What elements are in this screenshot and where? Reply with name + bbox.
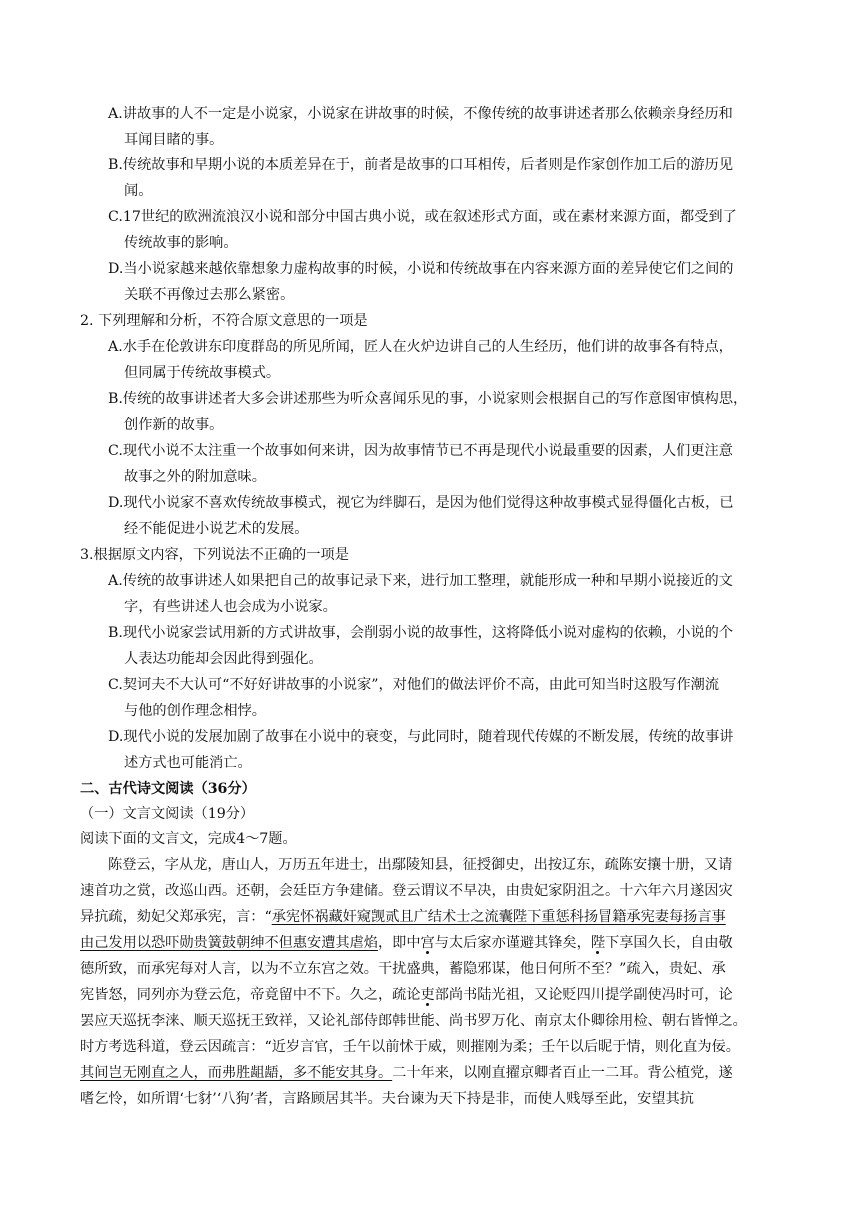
passage-line-3 <box>80 905 726 931</box>
passage-line-4 <box>80 931 733 957</box>
passage-text: 二十年来，以刚直擢京卿者百止一二耳。背公植党，遂 <box>392 1065 733 1081</box>
passage-line-10: 嗜乞怜，如所谓‘七豺’‘八狗’者，言路顾居其半。夫台谏为天下持是非，而使人贱辱至此，安望其抗 <box>80 1091 694 1107</box>
q3-option-d-cont: 述方式也可能消亡。 <box>124 755 252 771</box>
q2-option-d: D.现代小说家不喜欢传统故事模式，视它为绊脚石，是因为他们觉得这种故事模式显得僵化古板，已 <box>108 495 734 511</box>
q3-option-a-cont: 字，有些讲述人也会成为小说家。 <box>124 599 337 615</box>
q1-option-c-cont: 传统故事的影响。 <box>124 235 238 251</box>
q1-option-c: C.17世纪的欧洲流浪汉小说和部分中国古典小说，或在叙述形式方面，或在素材来源方面，都受到了 <box>108 209 737 225</box>
q2-option-d-cont: 经不能促进小说艺术的发展。 <box>124 521 309 537</box>
question-2-stem: 2. 下列理解和分析，不符合原文意思的一项是 <box>80 313 368 329</box>
q3-option-b: B.现代小说家尝试用新的方式讲故事，会削弱小说的故事性，这将降低小说对虚构的依赖，小说的个 <box>108 625 734 641</box>
emphasis-dot-char: 宫 <box>420 935 435 951</box>
section-2-title: 二、古代诗文阅读（36分） <box>80 781 256 797</box>
q3-option-c: C.契诃夫不大认可“不好好讲故事的小说家”，对他们的做法评价不高，由此可知当时这股写作潮流 <box>108 677 720 693</box>
underlined-sentence: 其间岂无刚直之人，而弗胜龃龉，多不能安其身。 <box>80 1065 393 1081</box>
q1-option-d: D.当小说家越来越依靠想象力虚构故事的时候，小说和传统故事在内容来源方面的差异使它们之间的 <box>108 261 734 277</box>
passage-text: 异抗疏，劾妃父郑承宪，言：“ <box>80 909 272 925</box>
q2-option-b-cont: 创作新的故事。 <box>124 417 224 433</box>
passage-line-5: 德所致，而承宪每对人言，以为不立东宫之效。干扰盛典，蓄隐邪谋，他日何所不至？”疏入，贵妃、承 <box>80 961 726 977</box>
q2-option-a: A.水手在伦敦讲东印度群岛的所见所闻，匠人在火炉边讲自己的人生经历，他们讲的故事各有特点， <box>108 339 733 355</box>
passage-text: 宪皆怒，同列亦为登云危，帝竟留中不下。久之，疏论 <box>80 987 421 1003</box>
subsection-1-title: （一）文言文阅读（19分） <box>80 806 255 822</box>
q1-option-b: B.传统故事和早期小说的本质差异在于，前者是故事的口耳相传，后者则是作家创作加工后的游历见 <box>108 157 734 173</box>
q2-option-b: B.传统的故事讲述者大多会讲述那些为听众喜闻乐见的事，小说家则会根据自己的写作意图审慎构思， <box>108 391 748 407</box>
passage-text: 下享国久长，自由敬 <box>605 935 733 951</box>
q3-option-c-cont: 与他的创作理念相悖。 <box>124 703 266 719</box>
q2-option-c: C.现代小说不太注重一个故事如何来讲，因为故事情节已不再是现代小说最重要的因素，人们更注意 <box>108 443 733 459</box>
q1-option-a: A.讲故事的人不一定是小说家，小说家在讲故事的时候，不像传统的故事讲述者那么依赖亲身经历和 <box>108 106 733 122</box>
passage-line-6 <box>80 983 733 1009</box>
reading-instruction: 阅读下面的文言文，完成4～7题。 <box>80 831 297 847</box>
q1-option-d-cont: 关联不再像过去那么紧密。 <box>124 287 295 303</box>
q1-option-b-cont: 闻。 <box>124 183 153 199</box>
q2-option-a-cont: 但同属于传统故事模式。 <box>124 365 281 381</box>
q1-option-a-cont: 耳闻目睹的事。 <box>124 132 224 148</box>
q3-option-b-cont: 人表达功能却会因此得到强化。 <box>124 651 323 667</box>
question-3-stem: 3.根据原文内容，下列说法不正确的一项是 <box>80 547 349 563</box>
passage-text: ，即中 <box>377 935 421 951</box>
emphasis-dot-char: 陛 <box>590 935 606 951</box>
q2-option-c-cont: 故事之外的附加意味。 <box>124 469 266 485</box>
q3-option-d: D.现代小说的发展加剧了故事在小说中的衰变，与此同时，随着现代传媒的不断发展，传统的故事讲 <box>108 729 734 745</box>
passage-line-7: 罢应天巡抚李涞、顺天巡抚王致祥，又论礼部侍郎韩世能、尚书罗万化、南京太仆卿徐用检、朝右皆惮之。 <box>80 1013 747 1029</box>
passage-line-9 <box>80 1061 733 1087</box>
underlined-sentence: 由己发用以恐吓勋贵簧鼓朝绅不但惠安遭其虐焰 <box>80 935 378 951</box>
underlined-sentence: 承宪怀祸藏奸窥觊贰且广结术士之流囊陛下重惩科扬冒籍承宪妻每扬言事 <box>271 909 726 925</box>
passage-line-2: 速首功之赏，改巡山西。还朝，会廷臣方争建储。登云谓议不早决，由贵妃家阴沮之。十六年六月遂因灾 <box>80 883 733 899</box>
q3-option-a: A.传统的故事讲述人如果把自己的故事记录下来，进行加工整理，就能形成一种和早期小说接近的文 <box>108 573 733 589</box>
passage-line-1: 陈登云，字从龙，唐山人，万历五年进士，出鄢陵知县，征授御史，出按辽东，疏陈安攘十册，又请 <box>108 857 733 873</box>
passage-text: 与太后家亦谨避其锋矣， <box>434 935 591 951</box>
passage-text: 部尚书陆光祖，又论贬四川提学副使冯时可，论 <box>434 987 733 1003</box>
passage-line-8: 时方考选科道，登云因疏言：“近岁言官，壬午以前怵于威，则摧刚为柔；壬午以后昵于情，则化直为佞。 <box>80 1039 740 1055</box>
emphasis-dot-char: 吏 <box>420 987 435 1003</box>
